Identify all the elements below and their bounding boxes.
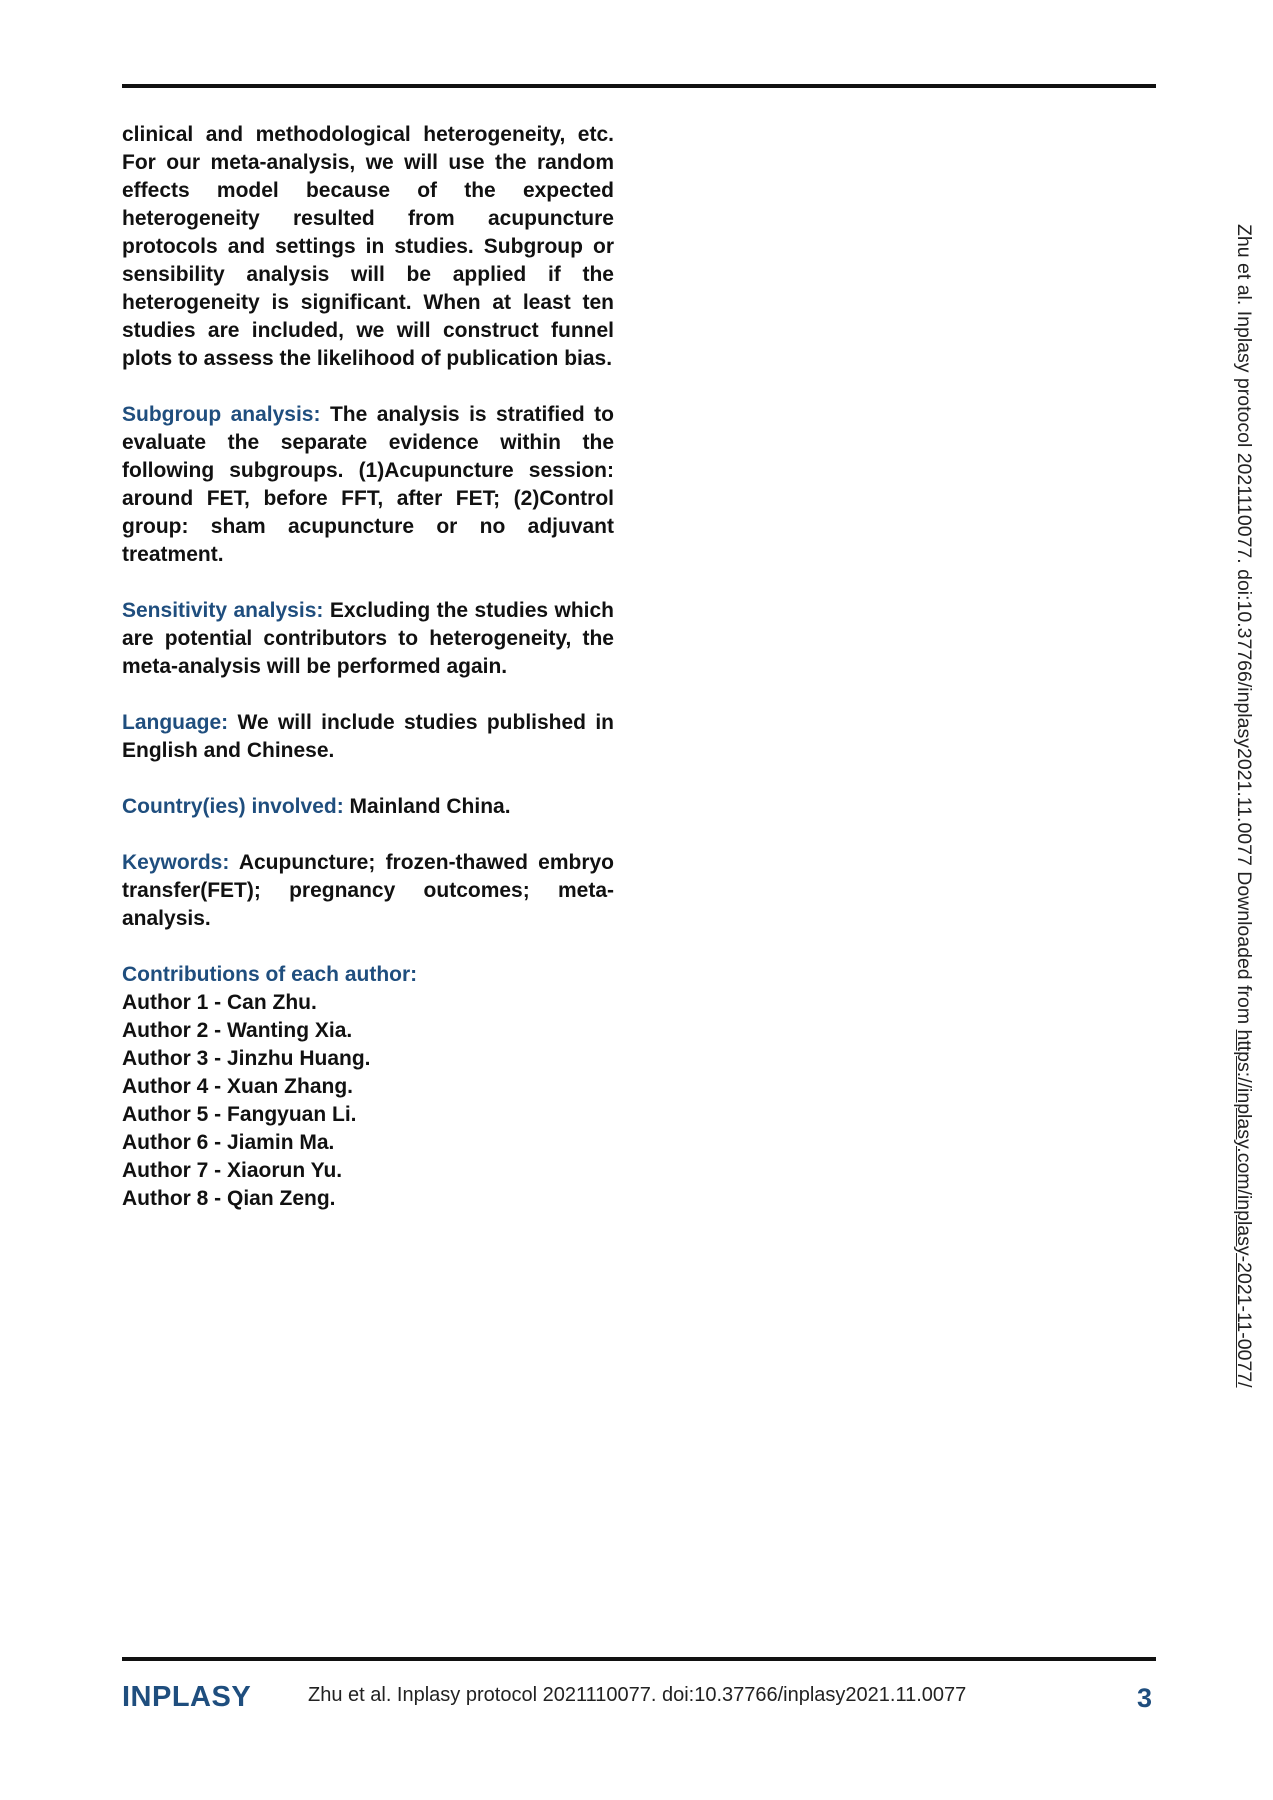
- paragraph-contributions: [122, 961, 614, 1213]
- author-line: Author 2 - Wanting Xia.: [122, 1019, 353, 1042]
- author-line: Author 5 - Fangyuan Li.: [122, 1103, 357, 1126]
- paragraph-sensitivity: [122, 597, 614, 681]
- header-rule: [122, 84, 1156, 88]
- country-label: Country(ies) involved:: [122, 795, 344, 818]
- paragraph-subgroup: [122, 401, 614, 569]
- contributions-label: Contributions of each author:: [122, 963, 418, 986]
- author-line: Author 4 - Xuan Zhang.: [122, 1075, 353, 1098]
- footer-citation: Zhu et al. Inplasy protocol 2021110077. doi:10.37766/inplasy2021.11.0077: [308, 1684, 967, 1706]
- language-text: We will include studies published in English and Chinese.: [122, 711, 614, 762]
- sidebar-citation: Zhu et al. Inplasy protocol 2021110077. doi:10.37766/inplasy2021.11.0077 Downloaded from: [1233, 224, 1255, 1030]
- paragraph-language: [122, 709, 614, 765]
- author-line: Author 3 - Jinzhu Huang.: [122, 1047, 371, 1070]
- author-line: Author 1 - Can Zhu.: [122, 991, 317, 1014]
- footer-brand-logo: INPLASY: [122, 1681, 252, 1713]
- main-column: [122, 121, 614, 1213]
- paragraph-keywords: [122, 849, 614, 933]
- author-line: Author 8 - Qian Zeng.: [122, 1187, 336, 1210]
- keywords-text: Acupuncture; frozen-thawed embryo transfer(FET); pregnancy outcomes; meta-analysis.: [122, 851, 614, 930]
- page-number: 3: [1137, 1683, 1153, 1713]
- keywords-label: Keywords:: [122, 851, 230, 874]
- heterogeneity-text: clinical and methodological heterogeneity, etc. For our meta-analysis, we will use the random effects model because of the expected heterogeneity resulted from acupuncture protocols and settings in studies. Subgroup or sensibility analysis will be applied if the heterogeneity is significant. When at least ten studies are included, we will construct funnel plots to assess the likelihood of publication bias.: [122, 123, 614, 370]
- paragraph-country: [122, 793, 614, 821]
- download-sidebar: [1232, 224, 1255, 1388]
- subgroup-text: The analysis is stratified to evaluate the separate evidence within the following subgroups. (1)Acupuncture session: around FET, before FFT, after FET; (2)Control group: sham acupuncture or no adjuvant treatment.: [122, 403, 614, 566]
- country-text: Mainland China.: [349, 795, 511, 818]
- sensitivity-text: Excluding the studies which are potential contributors to heterogeneity, the meta-analysis will be performed again.: [122, 599, 615, 678]
- language-label: Language:: [122, 711, 229, 734]
- subgroup-label: Subgroup analysis:: [122, 403, 321, 426]
- sidebar-link[interactable]: https://inplasy.com/inplasy-2021-11-0077/: [1233, 1029, 1255, 1388]
- author-line: Author 7 - Xiaorun Yu.: [122, 1159, 343, 1182]
- footer-rule: [122, 1657, 1156, 1661]
- sensitivity-label: Sensitivity analysis:: [122, 599, 324, 622]
- paragraph-heterogeneity: [122, 121, 614, 373]
- author-line: Author 6 - Jiamin Ma.: [122, 1131, 335, 1154]
